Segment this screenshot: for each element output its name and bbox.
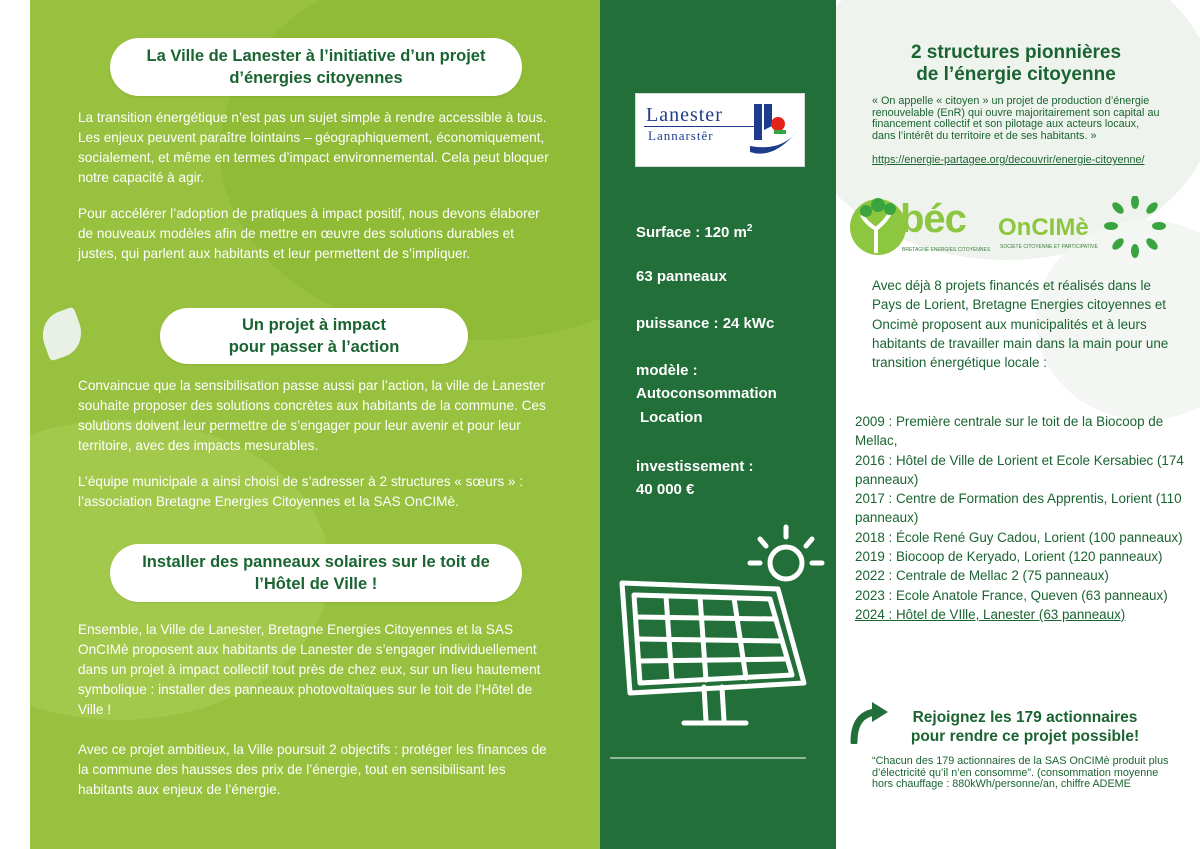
timeline-item: 2018 : École René Guy Cadou, Lorient (100 panneaux) bbox=[855, 529, 1183, 545]
shareholders-note: “Chacun des 179 actionnaires de la SAS OnCIMè produit plus d’électricité qu’il n’en consomme”. (consommation moyenne hors chauffage : 880kWh/personne/an, chiffre ADEME bbox=[872, 755, 1169, 790]
timeline-item: 2009 : Première centrale sur le toit de la Biocoop de Mellac, bbox=[855, 414, 1164, 449]
model-label: modèle : bbox=[636, 362, 698, 379]
heading-install bbox=[110, 544, 522, 602]
logo-text-lannarster: Lannarstêr bbox=[648, 128, 714, 143]
heading-initiative bbox=[110, 38, 522, 96]
investment-label: investissement : bbox=[636, 458, 754, 475]
bec-logo bbox=[848, 195, 992, 261]
curved-arrow-icon bbox=[846, 700, 890, 744]
paragraph-objectives: Avec ce projet ambitieux, la Ville poursuit 2 objectifs : protéger les finances de la commune des hausses des prix de l’énergie, tout en sensibilisant les habitants aux enjeux de l’énergie. bbox=[78, 742, 547, 797]
paragraph-intro: La transition énergétique n’est pas un sujet simple à rendre accessible à tous. Les enjeux peuvent paraître lointains – géographiquement, économiquement, socialement, et même en termes d’impact environnemental. Cela peut bloquer notre capacité à agir. bbox=[78, 110, 549, 185]
energie-partagee-link[interactable]: https://energie-partagee.org/decouvrir/energie-citoyenne/ bbox=[872, 154, 1145, 166]
surface-info bbox=[636, 218, 752, 244]
structures-title: 2 structures pionnières de l’énergie citoyenne bbox=[910, 42, 1122, 85]
oncime-logo-text: OnCIMè bbox=[998, 214, 1089, 241]
oncime-logo-subtitle: SOCIETE CITOYENNE ET PARTICIPATIVE bbox=[1000, 244, 1098, 250]
paragraph-action: Convaincue que la sensibilisation passe aussi par l’action, la ville de Lanester souhaite proposer des solutions concrètes aux habitants de la commune. Ces solutions doivent leur permettre de s’engager pour leur avenir et pour leur territoire, avec des impacts mesurables. bbox=[78, 378, 546, 453]
bec-logo-text: béc bbox=[900, 197, 966, 241]
model-value-autoconsommation: Autoconsommation bbox=[636, 385, 777, 402]
oncime-logo bbox=[998, 196, 1168, 262]
paragraph-models: Pour accélérer l’adoption de pratiques à impact positif, nous devons élaborer de nouveaux modèles afin de mettre en œuvre des solutions durables et justes, qui parlent aux habitants et leur permettent de s’impliquer. bbox=[78, 206, 540, 261]
lanester-logo bbox=[635, 93, 805, 167]
solar-panel-icon bbox=[600, 515, 836, 765]
citizen-definition-quote: « On appelle « citoyen » un projet de production d’énergie renouvelable (EnR) qui ouvre majoritairement son capital au financement collectif et son pilotage aux acteurs locaux, dans l’intérêt du territoire et de ses habitants. » bbox=[872, 95, 1160, 142]
heading-initiative-text: La Ville de Lanester à l’initiative d’un projet d’énergies citoyennes bbox=[146, 47, 486, 87]
surface-text: Surface : 120 m bbox=[636, 224, 747, 241]
paragraph-together: Ensemble, la Ville de Lanester, Bretagne Energies Citoyennes et la SAS OnCIMè proposent aux habitants de Lanester de s’engager individuellement dans un projet à impact collectif tout près de chez eux, sur un lieu hautement symbolique : installer des panneaux photovoltaïques sur le toit de l’Hôtel de Ville ! bbox=[78, 622, 541, 717]
heading-impact bbox=[160, 308, 468, 364]
timeline-item: 2019 : Biocoop de Keryado, Lorient (120 panneaux) bbox=[855, 549, 1163, 565]
model-value-location: Location bbox=[640, 409, 703, 426]
power-info: puissance : 24 kWc bbox=[636, 315, 775, 332]
timeline-item: 2023 : Ecole Anatole France, Queven (63 panneaux) bbox=[855, 587, 1168, 603]
bec-logo-subtitle: BRETAGNE ENERGIES CITOYENNES bbox=[902, 247, 991, 253]
heading-install-text: Installer des panneaux solaires sur le toit de l’Hôtel de Ville ! bbox=[142, 553, 490, 593]
join-shareholders-cta: Rejoignez les 179 actionnaires pour rendre ce projet possible! bbox=[910, 709, 1140, 745]
timeline-item: 2016 : Hôtel de Ville de Lorient et Ecole Kersabiec (174 panneaux) bbox=[855, 452, 1184, 487]
investment-value: 40 000 € bbox=[636, 481, 695, 498]
oncime-wreath-icon bbox=[1104, 196, 1166, 258]
heading-impact-text: Un projet à impact pour passer à l’action bbox=[228, 316, 400, 356]
projects-timeline bbox=[855, 412, 1195, 624]
timeline-item: 2022 : Centrale de Mellac 2 (75 panneaux) bbox=[855, 568, 1109, 584]
paragraph-structures: L’équipe municipale a ainsi choisi de s’adresser à 2 structures « sœurs » : l’association Bretagne Energies Citoyennes et la SAS OnCIMè. bbox=[78, 474, 524, 509]
surface-superscript: 2 bbox=[746, 223, 753, 234]
panels-info: 63 panneaux bbox=[636, 268, 727, 285]
logo-text-lanester: Lanester bbox=[646, 104, 723, 126]
lanester-emblem-icon bbox=[748, 100, 800, 160]
logo-underline bbox=[644, 126, 754, 127]
timeline-item-current: 2024 : Hôtel de VIlle, Lanester (63 panneaux) bbox=[855, 606, 1126, 622]
projects-intro: Avec déjà 8 projets financés et réalisés dans le Pays de Lorient, Bretagne Energies citoyennes et Oncimè proposent aux municipalités et à leurs habitants de travailler main dans la main pour une transition énergétique locale : bbox=[872, 278, 1169, 371]
timeline-item: 2017 : Centre de Formation des Apprentis, Lorient (110 panneaux) bbox=[855, 491, 1182, 526]
bec-tree-icon bbox=[848, 195, 908, 257]
